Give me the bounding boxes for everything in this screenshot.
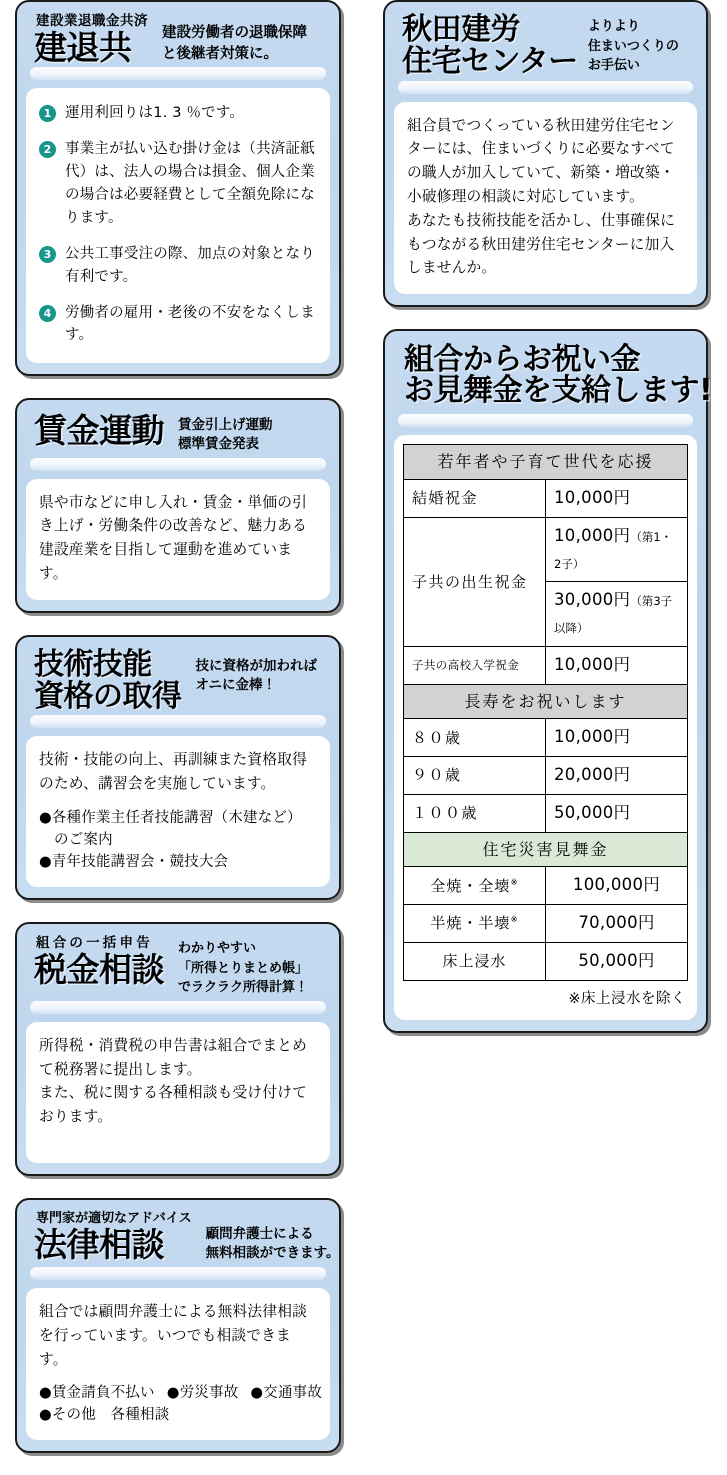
panel-title-line: 資格の取得 bbox=[34, 678, 182, 714]
panel-header bbox=[394, 339, 713, 413]
panel-subtitle-line: オニに金棒！ bbox=[195, 677, 276, 694]
panel-subtitle-line: よりより bbox=[587, 19, 640, 34]
value-amount: 100,000円 bbox=[572, 875, 661, 895]
panel-kicker: 専門家が適切なアドバイス bbox=[36, 1210, 192, 1226]
table-row bbox=[404, 517, 688, 581]
panel-jutaku-center bbox=[383, 0, 708, 307]
panel-subtitle bbox=[206, 1225, 340, 1263]
table-row bbox=[404, 646, 688, 684]
header-sheen bbox=[30, 1001, 326, 1014]
panel-subtitle bbox=[162, 23, 307, 64]
header-sheen bbox=[30, 458, 326, 471]
header-sheen bbox=[30, 67, 326, 80]
list-item bbox=[39, 138, 317, 230]
header-sheen bbox=[30, 1267, 326, 1280]
panel-subtitle-line: 建設労働者の退職保障 bbox=[162, 25, 307, 41]
table-section-header: 住宅災害見舞金 bbox=[404, 832, 688, 867]
bullet-item: ●各種作業主任者技能講習（木建など） bbox=[39, 810, 302, 827]
table-row bbox=[404, 867, 688, 905]
footnote-marker: ※ bbox=[510, 915, 519, 926]
table-cell-value bbox=[546, 646, 688, 684]
header-sheen bbox=[398, 414, 693, 427]
panel-title: 法律相談 bbox=[34, 1224, 164, 1264]
label-text: 全焼・全壊 bbox=[430, 876, 511, 895]
panel-subtitle-line: と後継者対策に。 bbox=[162, 45, 278, 62]
list-item bbox=[39, 243, 317, 289]
list-number-badge: 1 bbox=[39, 105, 56, 122]
panel-header bbox=[26, 10, 330, 66]
table-cell-value bbox=[546, 867, 688, 905]
panel-header bbox=[26, 932, 330, 1000]
panel-title-line: 組合からお祝い金 bbox=[404, 342, 640, 378]
body-paragraph: また、税に関する各種相談も受け付けております。 bbox=[39, 1084, 307, 1126]
panel-title: 賃金運動 bbox=[34, 411, 164, 451]
panel-title-line: お見舞金を支給します! bbox=[404, 372, 713, 408]
table-row bbox=[404, 942, 688, 980]
panel-subtitle-line: お手伝い bbox=[587, 58, 640, 73]
panel-houritsu-soudan bbox=[15, 1198, 341, 1454]
table-row bbox=[404, 480, 688, 518]
table-row bbox=[404, 757, 688, 795]
value-amount: 10,000円 bbox=[554, 727, 631, 747]
table-cell-value bbox=[546, 480, 688, 518]
panel-header bbox=[26, 645, 330, 715]
table-cell-label: １００歳 bbox=[404, 794, 546, 832]
table-cell-value bbox=[546, 582, 688, 646]
body-paragraph: 県や市などに申し入れ・賃金・単価の引き上げ・労働条件の改善など、魅力ある建設産業を目指して運動を進めています。 bbox=[39, 493, 307, 583]
table-cell-label: 結婚祝金 bbox=[404, 480, 546, 518]
panel-title-line: 住宅センター bbox=[402, 43, 578, 79]
panel-kentaikyo bbox=[15, 0, 341, 376]
table-section-header: 長寿をお祝いします bbox=[404, 684, 688, 719]
table-cell-value bbox=[546, 517, 688, 581]
panel-kicker: 組合の一括申告 bbox=[36, 935, 153, 952]
bullet-item: ●賃金請負不払い bbox=[39, 1385, 155, 1402]
benefits-table bbox=[403, 444, 688, 980]
panel-header-titles bbox=[34, 1212, 192, 1262]
value-amount: 10,000円 bbox=[554, 525, 631, 545]
table-row bbox=[404, 794, 688, 832]
panel-subtitle bbox=[178, 939, 308, 998]
panel-title: 建退共 bbox=[34, 27, 132, 67]
value-amount: 70,000円 bbox=[578, 913, 655, 933]
list-item-text: 労働者の雇用・老後の不安をなくします。 bbox=[65, 304, 315, 344]
body-paragraph: 技術・技能の向上、再訓練また資格取得のため、講習会を実施しています。 bbox=[39, 751, 307, 793]
panel-subtitle-line: でラクラク所得計算！ bbox=[178, 980, 309, 996]
bullet-item: ●その他 各種相談 bbox=[39, 1407, 170, 1424]
value-note: （第3子以降） bbox=[554, 594, 673, 636]
table-cell-label: 子共の出生祝金 bbox=[404, 517, 546, 646]
bullet-row bbox=[39, 1382, 323, 1404]
panel-header-titles bbox=[34, 646, 182, 714]
table-section-header-row bbox=[404, 832, 688, 867]
panel-header-titles bbox=[34, 411, 164, 451]
label-text: 半焼・半壊 bbox=[430, 914, 511, 933]
panel-title-line: 秋田建労 bbox=[402, 12, 520, 47]
table-cell-value bbox=[546, 757, 688, 795]
bullet-row bbox=[39, 1404, 317, 1426]
panel-body bbox=[26, 88, 330, 363]
table-cell-label: ８０歳 bbox=[404, 719, 546, 757]
panel-subtitle-line: わかりやすい bbox=[178, 941, 257, 957]
bullet-list bbox=[39, 807, 317, 873]
body-paragraph: 組合では顧問弁護士による無料法律相談を行っています。いつでも相談できます。 bbox=[39, 1302, 307, 1368]
panel-header bbox=[26, 408, 330, 456]
panel-header bbox=[26, 1208, 340, 1266]
panel-zeikin-soudan bbox=[15, 922, 341, 1176]
bullet-list bbox=[39, 1382, 323, 1426]
bullet-item: ●青年技能講習会・競技大会 bbox=[39, 854, 229, 871]
panel-subtitle-line: 住まいつくりの bbox=[587, 38, 679, 54]
panel-oiwaikin bbox=[383, 329, 713, 1033]
table-section-header-row bbox=[404, 684, 688, 719]
table-section-header: 若年者や子育て世代を応援 bbox=[404, 445, 688, 480]
list-item-text: 公共工事受注の際、加点の対象となり有利です。 bbox=[65, 245, 315, 285]
panel-gijutsu-ginou bbox=[15, 635, 341, 900]
panel-body bbox=[394, 102, 697, 295]
list-item-text: 事業主が払い込む掛け金は（共済証紙代）は、法人の場合は損金、個人企業の場合は必要経費として全額免除になります。 bbox=[65, 141, 315, 226]
bullet-item: ●労災事故 bbox=[166, 1385, 239, 1402]
list-item bbox=[39, 302, 317, 348]
panel-body bbox=[26, 479, 330, 600]
panel-chingin-undo bbox=[15, 398, 341, 613]
bullet-item-continuation: のご案内 bbox=[54, 832, 113, 849]
panel-body bbox=[26, 1288, 330, 1441]
numbered-list bbox=[39, 102, 317, 347]
value-amount: 50,000円 bbox=[578, 950, 655, 970]
table-row bbox=[404, 719, 688, 757]
panel-subtitle bbox=[588, 17, 679, 76]
value-note: （第1・2子） bbox=[554, 529, 673, 571]
value-amount: 10,000円 bbox=[554, 654, 631, 674]
body-paragraph: 所得税・消費税の申告書は組合でまとめて税務署に提出します。 bbox=[39, 1036, 307, 1078]
panel-subtitle-line: 顧問弁護士による bbox=[205, 1225, 314, 1242]
table-cell-label bbox=[404, 942, 546, 980]
value-amount: 30,000円 bbox=[554, 590, 631, 610]
panel-subtitle bbox=[178, 416, 273, 454]
table-cell-value bbox=[546, 905, 688, 943]
table-section-header-row bbox=[404, 445, 688, 480]
panel-subtitle-line: 標準賃金発表 bbox=[178, 436, 259, 453]
panel-kicker: 建設業退職金共済 bbox=[36, 13, 148, 29]
left-column bbox=[15, 0, 341, 1475]
panel-subtitle-line: 「所得とりまとめ帳」 bbox=[178, 960, 309, 976]
table-cell-value bbox=[546, 794, 688, 832]
table-cell-label bbox=[404, 905, 546, 943]
table-cell-value bbox=[546, 719, 688, 757]
panel-header bbox=[394, 10, 697, 80]
panel-subtitle-line: 賃金引上げ運動 bbox=[178, 417, 273, 434]
table-cell-label: ９０歳 bbox=[404, 757, 546, 795]
footnote-marker: ※ bbox=[510, 877, 519, 888]
value-amount: 50,000円 bbox=[554, 802, 631, 822]
panel-subtitle-line: 無料相談ができます。 bbox=[205, 1245, 340, 1262]
list-number-badge: 3 bbox=[39, 246, 56, 263]
panel-body bbox=[26, 1022, 330, 1163]
list-item-text: 運用利回りは1. 3 ％です。 bbox=[65, 105, 245, 122]
list-number-badge: 4 bbox=[39, 305, 56, 322]
panel-header-titles bbox=[402, 14, 578, 78]
panel-subtitle bbox=[196, 657, 318, 695]
body-paragraph: 組合員でつくっている秋田建労住宅センターには、住まいづくりに必要なすべての職人が加入していて、新築・増改築・小破修理の相談に対応しています。 bbox=[407, 116, 675, 206]
table-cell-label bbox=[404, 867, 546, 905]
panel-title-line: 技術技能 bbox=[34, 646, 152, 682]
value-amount: 10,000円 bbox=[554, 488, 631, 508]
body-paragraph: あなたも技術技能を活かし、仕事確保にもつながる秋田建労住宅センターに加入しませんか。 bbox=[407, 211, 675, 277]
label-text: 床上浸水 bbox=[442, 952, 507, 971]
panel-header-titles bbox=[34, 13, 148, 67]
bullet-item: ●交通事故 bbox=[250, 1385, 323, 1402]
header-sheen bbox=[398, 81, 693, 94]
list-number-badge: 2 bbox=[39, 141, 56, 158]
table-footnote: ※床上浸水を除く bbox=[568, 990, 686, 1007]
table-row bbox=[404, 905, 688, 943]
header-sheen bbox=[30, 715, 326, 728]
right-column bbox=[383, 0, 713, 1055]
table-cell-label: 子共の高校入学祝金 bbox=[404, 646, 546, 684]
panel-subtitle-line: 技に資格が加われば bbox=[195, 657, 317, 674]
panel-body bbox=[394, 435, 697, 1020]
panel-title: 税金相談 bbox=[34, 949, 164, 989]
value-amount: 20,000円 bbox=[554, 765, 631, 785]
list-item bbox=[39, 102, 317, 125]
table-cell-value bbox=[546, 942, 688, 980]
panel-header-titles bbox=[34, 935, 164, 989]
panel-body bbox=[26, 736, 330, 887]
